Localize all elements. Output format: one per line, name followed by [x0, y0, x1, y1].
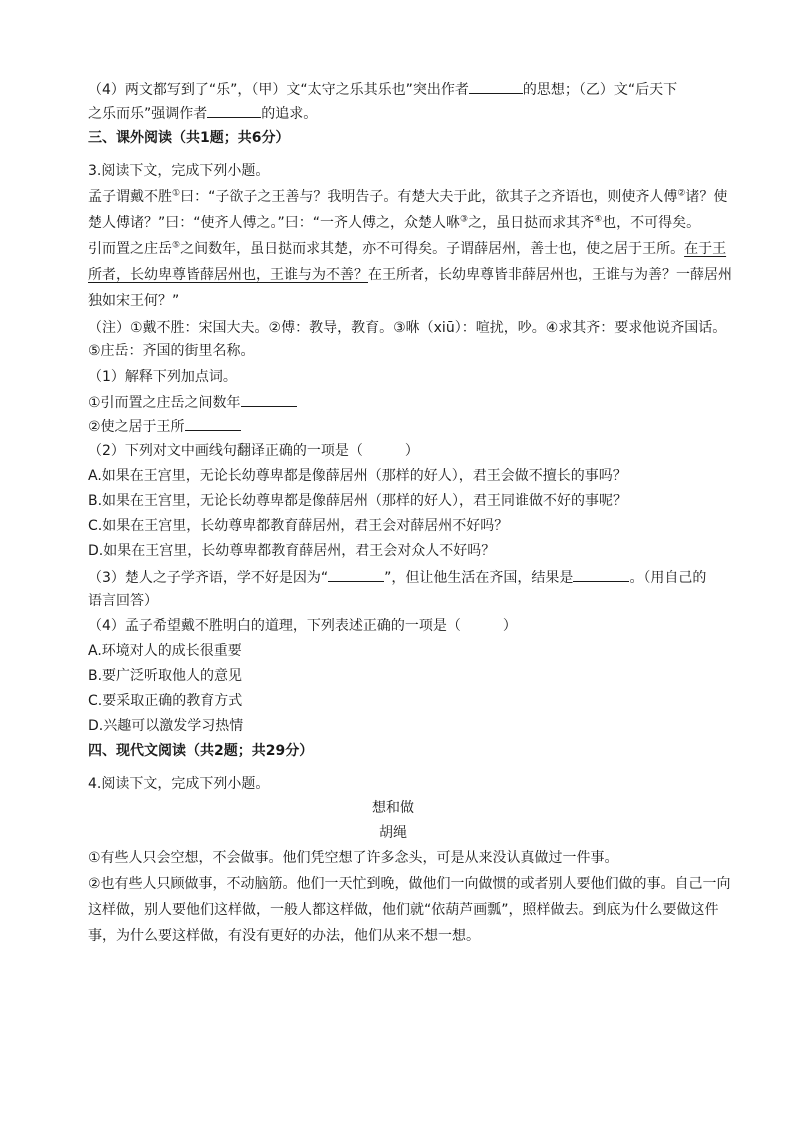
- answer-blank[interactable]: [328, 568, 384, 582]
- passage-text: 曰：“子欲子之王善与？我明告子。有楚大夫于此，欲其子之齐语也，则使齐人傅: [180, 189, 678, 205]
- annotation-line-2: ⑤庄岳：齐国的街里名称。: [88, 343, 255, 359]
- sub1-item-1: [88, 393, 297, 412]
- passage-text: 诸？使: [685, 189, 728, 205]
- sub1-item-2: [88, 417, 241, 436]
- passage-text: 引而置之庄岳: [88, 241, 172, 257]
- essay-author: 胡绳: [379, 825, 407, 841]
- sub2-option-c[interactable]: C.如果在王宫里，长幼尊卑都教育薛居州，君王会对薛居州不好吗？: [88, 518, 509, 534]
- sub3-text: （3）楚人之子学齐语，学不好是因为“: [88, 570, 329, 586]
- footnote-marker: ②: [677, 188, 686, 199]
- footnote-marker: ①: [172, 188, 181, 199]
- q2-part4-text: 的追求。: [261, 106, 318, 122]
- essay-paragraph-2-line-1: ②也有些人只顾做事，不动脑筋。他们一天忙到晚，做他们一向做惯的或者别人要他们做的事。自己一向: [88, 876, 731, 892]
- sub2-option-d[interactable]: D.如果在王宫里，长幼尊卑都教育薛居州，君王会对众人不好吗？: [88, 543, 496, 559]
- sub3-line-1: [88, 568, 706, 587]
- passage-line-3: [88, 240, 726, 258]
- q3-intro: 3.阅读下文，完成下列小题。: [88, 163, 270, 179]
- section-heading-3: 三、课外阅读（共1题；共6分）: [88, 130, 290, 146]
- q2-part4-text: （4）两文都写到了“乐”，（甲）文“太守之乐其乐也”突出作者: [88, 82, 469, 98]
- sub3-text: 。（用自己的: [629, 570, 707, 586]
- essay-paragraph-2-line-2: 这样做，别人要他们这样做，一般人都这样做，他们就“依葫芦画瓢”，照样做去。到底为什么要做这件: [88, 902, 719, 918]
- sub4-option-c[interactable]: C.要采取正确的教育方式: [88, 693, 243, 709]
- q2-part4-text: 的思想；（乙）文“后天下: [522, 82, 678, 98]
- sub4-stem: （4）孟子希望戴不胜明白的道理，下列表述正确的一项是（ ）: [88, 618, 517, 634]
- passage-text: 孟子谓戴不胜: [88, 189, 172, 205]
- answer-blank[interactable]: [185, 417, 241, 431]
- passage-line-1: [88, 188, 727, 206]
- passage-line-5: 独如宋王何？”: [88, 293, 180, 309]
- passage-line-4: [88, 266, 732, 284]
- footnote-marker: ④: [594, 214, 603, 225]
- answer-blank[interactable]: [241, 393, 297, 407]
- passage-text: 之间数年，虽日挞而求其楚，亦不可得矣。子谓薛居州，善士也，使之居于王所。: [180, 241, 685, 257]
- essay-paragraph-2-line-3: 事，为什么要这样做，有没有更好的办法，他们从来不想一想。: [88, 928, 480, 944]
- passage-line-2: [88, 214, 700, 232]
- passage-text: 楚人傅诸？”曰：“使齐人傅之。”曰：“一齐人傅之，众楚人咻: [88, 215, 461, 231]
- sub3-text: ”，但让他生活在齐国，结果是: [384, 570, 574, 586]
- sub1-item-text: ①引而置之庄岳之间数年: [88, 395, 241, 411]
- sub2-stem: （2）下列对文中画线句翻译正确的一项是（ ）: [88, 443, 419, 459]
- underlined-sentence: 在于王: [684, 241, 727, 257]
- sub1-stem: （1）解释下列加点词。: [88, 369, 237, 385]
- answer-blank[interactable]: [207, 104, 261, 118]
- q2-part4-text: 之乐而乐”强调作者: [88, 106, 208, 122]
- sub4-option-a[interactable]: A.环境对人的成长很重要: [88, 643, 242, 659]
- essay-paragraph-1: ①有些人只会空想，不会做事。他们凭空想了许多念头，可是从来没认真做过一件事。: [88, 850, 619, 866]
- footnote-marker: ③: [460, 214, 469, 225]
- footnote-marker: ⑤: [172, 240, 181, 251]
- passage-text: 也，不可得矣。: [602, 215, 701, 231]
- sub2-option-b[interactable]: B.如果在王宫里，无论长幼尊卑都是像薛居州（那样的好人），君王同谁做不好的事呢？: [88, 493, 628, 509]
- passage-text: 之，虽日挞而求其齐: [468, 215, 595, 231]
- underlined-sentence: 所者，长幼卑尊皆薛居州也，王谁与为不善？: [88, 267, 368, 283]
- sub1-item-text: ②使之居于王所: [88, 419, 185, 435]
- q4-intro: 4.阅读下文，完成下列小题。: [88, 776, 270, 792]
- section-heading-4: 四、现代文阅读（共2题；共29分）: [88, 743, 314, 759]
- q2-part4-line1: [88, 80, 677, 99]
- q2-part4-line2: [88, 104, 317, 123]
- sub4-option-d[interactable]: D.兴趣可以激发学习热情: [88, 718, 244, 734]
- annotation-line-1: （注）①戴不胜：宋国大夫。②傅：教导，教育。③咻（xiū）：喧扰，吵。④求其齐：要求他说齐国话。: [88, 320, 727, 336]
- sub4-option-b[interactable]: B.要广泛听取他人的意见: [88, 668, 243, 684]
- answer-blank[interactable]: [469, 80, 523, 94]
- sub3-line-2: 语言回答）: [88, 593, 158, 609]
- answer-blank[interactable]: [573, 568, 629, 582]
- passage-text: 在王所者，长幼卑尊皆非薛居州也，王谁与为善？一薛居州: [368, 267, 732, 283]
- essay-title: 想和做: [372, 800, 414, 816]
- sub2-option-a[interactable]: A.如果在王宫里，无论长幼尊卑都是像薛居州（那样的好人），君王会做不擅长的事吗？: [88, 468, 627, 484]
